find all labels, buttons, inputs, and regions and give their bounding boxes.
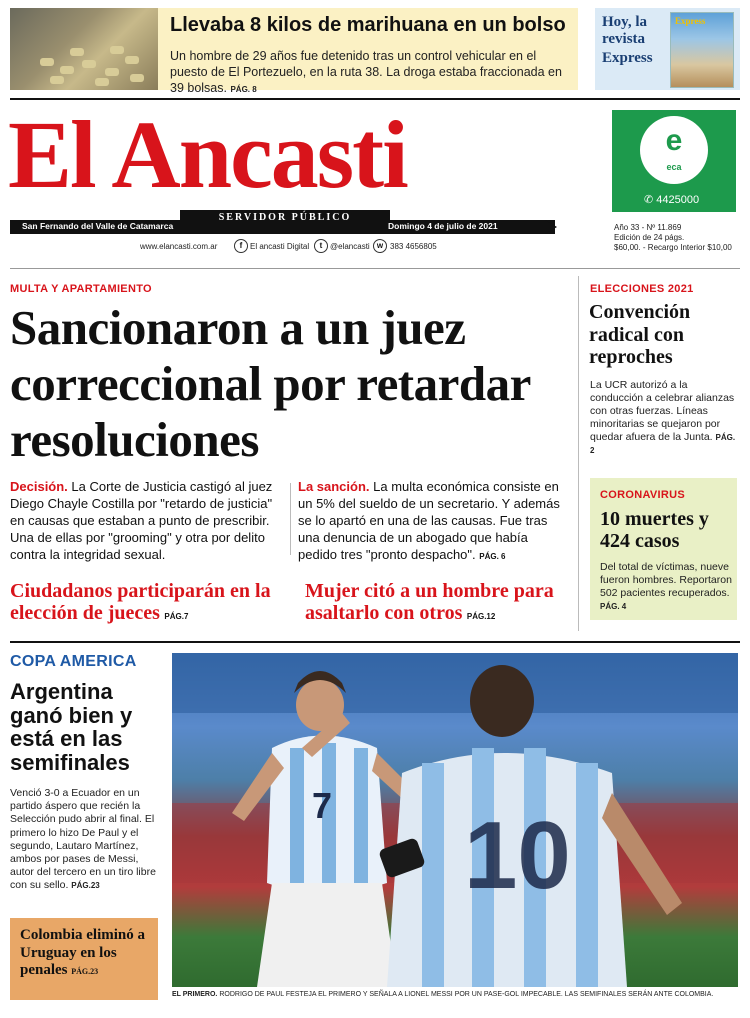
shirt-number-front: 10 — [464, 802, 571, 909]
phone-icon: ✆ — [644, 194, 657, 206]
teaser-headline[interactable]: Llevaba 8 kilos de marihuana en un bolso — [170, 14, 566, 36]
col1-lead: Decisión. — [10, 479, 68, 494]
column-divider — [290, 483, 291, 555]
main-column-2 — [298, 478, 570, 565]
col2-text: La multa económica consiste en un 5% del sueldo de un secretario. Y además se lo apartó en una de las causas. Fue tras una denuncia de un abogado que había pedido tres "pronto despacho". — [298, 479, 560, 562]
secondary-story-1[interactable] — [10, 580, 290, 624]
bar-arrow — [545, 220, 557, 234]
edition-pages: Edición de 24 págs. — [614, 233, 685, 242]
express-revista: revista — [602, 31, 646, 47]
shirt-number-back: 7 — [312, 785, 333, 826]
secondary-story-2[interactable] — [305, 580, 575, 624]
teaser-text — [170, 48, 575, 98]
colombia-page: PÁG.23 — [71, 967, 99, 976]
elections-headline[interactable]: Convención radical con reproches — [589, 301, 691, 368]
col2-lead: La sanción. — [298, 479, 370, 494]
elections-page: PÁG. 2 — [590, 433, 736, 455]
colombia-story[interactable] — [20, 927, 155, 981]
eca-phone-number: 4425000 — [656, 194, 700, 206]
eca-phone — [644, 193, 699, 206]
col1-text: La Corte de Justicia castigó al juez Diego Chayle Costilla por "retardo de justicia" en causas que estaban a punto de prescribir. Una de ellas por "grooming" y otra por delito contra la integridad sexual. — [10, 479, 273, 562]
col2-page: PÁG. 6 — [479, 552, 506, 561]
sports-page: PÁG.23 — [71, 881, 100, 891]
coronavirus-body: Del total de víctimas, nueve fueron hombres. Reportaron 502 pacientes recuperados. — [600, 561, 732, 599]
teaser-page: PÁG. 8 — [230, 85, 257, 94]
teaser-body: Un hombre de 29 años fue detenido tras un control vehicular en el puesto de El Portezuelo, en la ruta 38. La droga estaba fraccionada en 39 bolsas. — [170, 49, 562, 95]
coronavirus-page: PÁG. 4 — [600, 602, 627, 611]
elections-body: La UCR autorizó a la conducción a celebrar alianzas con otras fuerzas. Líneas minoritarias se quejaron por quedar afuera de la Junta. — [590, 379, 735, 443]
twitter-icon: t — [314, 239, 328, 253]
players-illustration — [172, 653, 738, 987]
main-kicker: MULTA Y APARTAMIENTO — [10, 283, 152, 295]
edition-price: $60,00. - Recargo Interior $10,00 — [614, 243, 732, 252]
divider — [10, 641, 740, 643]
eca-logo-letter: e — [665, 124, 683, 157]
caption-text: RODRIGO DE PAUL FESTEJA EL PRIMERO Y SEÑALA A LIONEL MESSI POR UN PASE-GOL IMPECABLE. LAS SEMIFINALES SERÁN ANTE COLOMBIA. — [217, 991, 714, 998]
sports-kicker: COPA AMERICA — [10, 653, 137, 670]
elections-text — [590, 379, 740, 457]
web-link[interactable]: www.elancasti.com.ar — [140, 242, 218, 251]
teaser-photo — [10, 8, 158, 90]
express-intro — [602, 14, 647, 48]
main-column-1 — [10, 478, 280, 563]
express-cover-image — [670, 12, 734, 88]
colombia-headline[interactable]: Colombia eliminó a Uruguay en los penales — [20, 927, 146, 978]
facebook-icon: f — [234, 239, 248, 253]
secondary-headline-2[interactable]: Mujer citó a un hombre para asaltarlo con otros — [305, 580, 554, 624]
masthead-tagline: SERVIDOR PÚBLICO — [180, 210, 390, 226]
coronavirus-kicker: CORONAVIRUS — [600, 489, 685, 501]
elections-kicker: ELECCIONES 2021 — [590, 283, 694, 295]
twitter-link[interactable]: @elancasti — [330, 242, 370, 251]
secondary-page-2: PÁG.12 — [466, 612, 496, 621]
sports-body: Venció 3-0 a Ecuador en un partido áspero que recién la Selección pudo abrir al final. El primero lo hizo De Paul y el segundo, Lautaro Martínez, ambos por pases de Messi, autor del tercero en un tiro libre con su sello. — [10, 787, 156, 892]
edition-number: Año 33 - Nº 11.869 — [614, 223, 682, 232]
facebook-link[interactable]: El ancasti Digital — [250, 242, 310, 251]
football-photo — [172, 653, 738, 987]
express-brand: Express — [602, 50, 653, 66]
express-cover-label: Express — [675, 16, 706, 26]
sports-headline[interactable]: Argentina ganó bien y está en las semifinales — [10, 679, 133, 775]
phone-number[interactable]: 383 4656805 — [390, 242, 437, 251]
sports-text — [10, 787, 165, 893]
secondary-headline-1[interactable]: Ciudadanos participarán en la elección de jueces — [10, 580, 271, 624]
masthead-date: Domingo 4 de julio de 2021 — [388, 221, 498, 231]
coronavirus-text — [600, 561, 735, 613]
column-divider — [578, 276, 579, 631]
masthead-place: San Fernando del Valle de Catamarca — [22, 221, 174, 231]
coronavirus-headline[interactable]: 10 muertes y 424 casos — [600, 508, 709, 552]
caption-lead: EL PRIMERO. — [172, 991, 218, 998]
divider — [10, 268, 740, 269]
masthead-logo[interactable]: El Ancasti — [8, 101, 407, 208]
express-hoy: Hoy, la — [602, 14, 648, 30]
photo-caption — [172, 991, 742, 998]
secondary-page-1: PÁG.7 — [164, 612, 189, 621]
main-headline[interactable]: Sancionaron a un juez correccional por retardar resoluciones — [10, 300, 530, 467]
eca-logo-word: eca — [666, 162, 682, 172]
whatsapp-icon: w — [373, 239, 387, 253]
edition-info — [614, 223, 744, 253]
